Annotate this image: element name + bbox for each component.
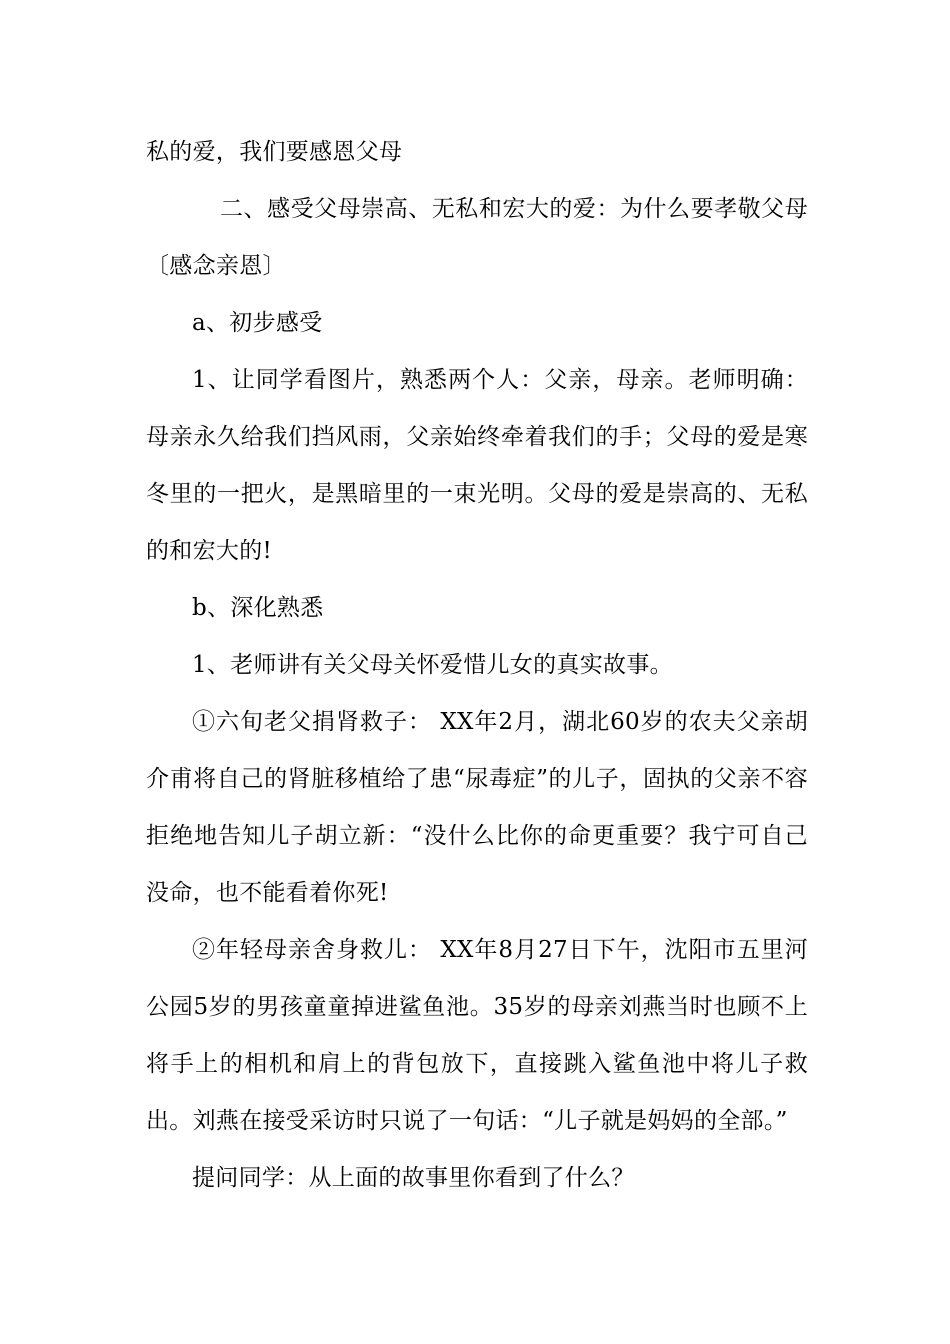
subsection-heading-b: b、深化熟悉: [192, 595, 324, 621]
section-heading-two: 二、感受父母崇高、无私和宏大的爱：为什么要孝敬父母〔感念亲恩〕: [146, 196, 808, 279]
paragraph-story-two: ②年轻母亲舍身救儿： XX年8月27日下午，沈阳市五里河公园5岁的男孩童童掉进鲨鱼池。35岁的母亲刘燕当时也顾不上将手上的相机和肩上的背包放下，直接跳入鲨鱼池中将儿子救出。刘燕在接受采访时只说了一句话：“儿子就是妈妈的全部。”: [146, 937, 808, 1134]
paragraph-parents-love: 1、让同学看图片，熟悉两个人：父亲，母亲。老师明确：母亲永久给我们挡风雨，父亲始终牵着我们的手；父母的爱是寒冬里的一把火，是黑暗里的一束光明。父母的爱是崇高的、无私的和宏大的!: [146, 367, 808, 564]
paragraph-teacher-story: 1、老师讲有关父母关怀爱惜儿女的真实故事。: [192, 652, 673, 678]
paragraph-question: 提问同学：从上面的故事里你看到了什么？: [192, 1165, 635, 1191]
paragraph-story-one: ①六旬老父捐肾救子： XX年2月，湖北60岁的农夫父亲胡介甫将自己的肾脏移植给了患“尿毒症”的儿子，固执的父亲不容拒绝地告知儿子胡立新：“没什么比你的命更重要？我宁可自己没命，也不能看着你死!: [146, 709, 808, 906]
paragraph-continuation: 私的爱，我们要感恩父母: [146, 139, 403, 165]
subsection-heading-a: a、初步感受: [192, 310, 323, 336]
